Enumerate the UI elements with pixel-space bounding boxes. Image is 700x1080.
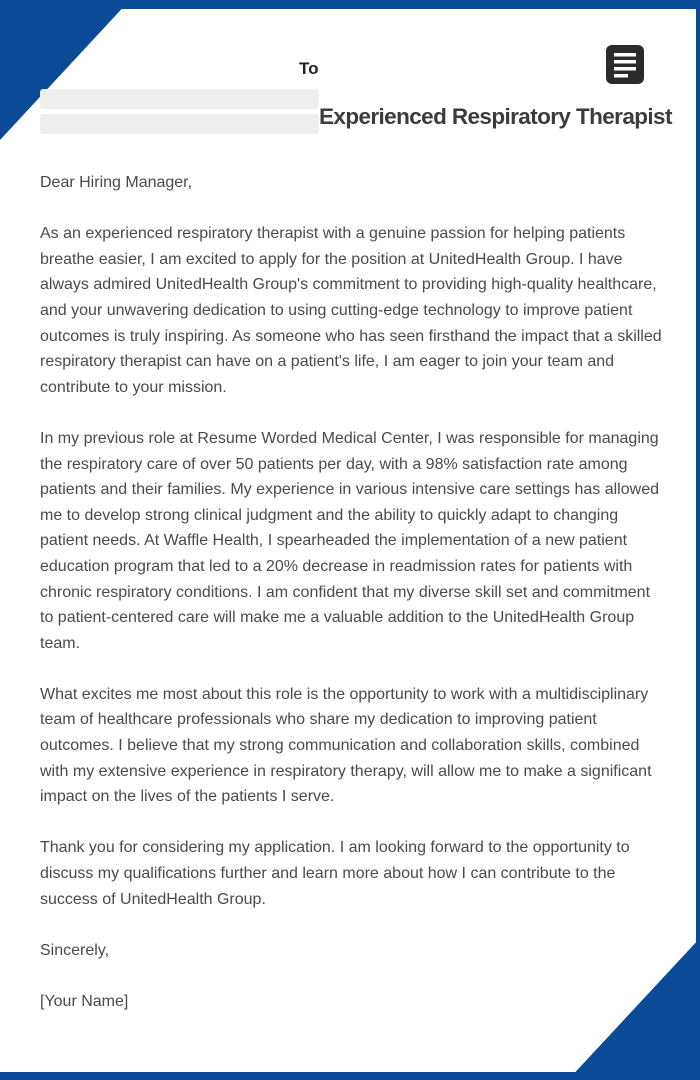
document-lines-icon: [606, 45, 644, 84]
letter-paragraph: What excites me most about this role is the opportunity to work with a multidisciplinary team of healthcare professionals who share my dedication to improving patient outcomes. I believe that my strong communication and collaboration skills, combined with my extensive experience in respiratory therapy, will allow me to make a significant impact on the lives of the patients I serve.: [40, 685, 652, 806]
letter-paragraph: As an experienced respiratory therapist with a genuine passion for helping patients breathe easier, I am excited to apply for the position at UnitedHealth Group. I have always admired UnitedHealth Group's commitment to providing high-quality healthcare, and your unwavering dedication to using cutting-edge technology to improve patient outcomes is truly inspiring. As someone who has seen firsthand the impact that a skilled respiratory therapist can have on a patient's life, I am eager to join your team and contribute to your mission.: [40, 225, 662, 396]
letter-paragraph: Thank you for considering my application. I am looking forward to the opportunity to discuss my qualifications further and learn more about how I can contribute to the success of UnitedHealth Group.: [40, 839, 630, 908]
salutation: Dear Hiring Manager,: [40, 174, 193, 191]
signature: [Your Name]: [40, 993, 129, 1010]
closing: Sincerely,: [40, 941, 110, 959]
recipient-placeholder-line: [40, 114, 319, 134]
to-label: To: [299, 59, 319, 78]
letter-paragraph: In my previous role at Resume Worded Medical Center, I was responsible for managing the respiratory care of over 50 patients per day, with a 98% satisfaction rate among patients and their families. My experience in various intensive care settings has allowed me to develop strong clinical judgment and the ability to quickly adapt to changing patient needs. At Waffle Health, I spearheaded the implementation of a new patient education program that led to a 20% decrease in readmission rates for patients with chronic respiratory conditions. I am confident that my diverse skill set and commitment to patient-centered care will make me a valuable addition to the UnitedHealth Group team.: [40, 429, 659, 652]
letter-body: [40, 170, 662, 1040]
recipient-placeholder-line: [40, 89, 319, 109]
job-title: Experienced Respiratory Therapist: [319, 104, 672, 129]
frame-right-border: [696, 0, 700, 1080]
